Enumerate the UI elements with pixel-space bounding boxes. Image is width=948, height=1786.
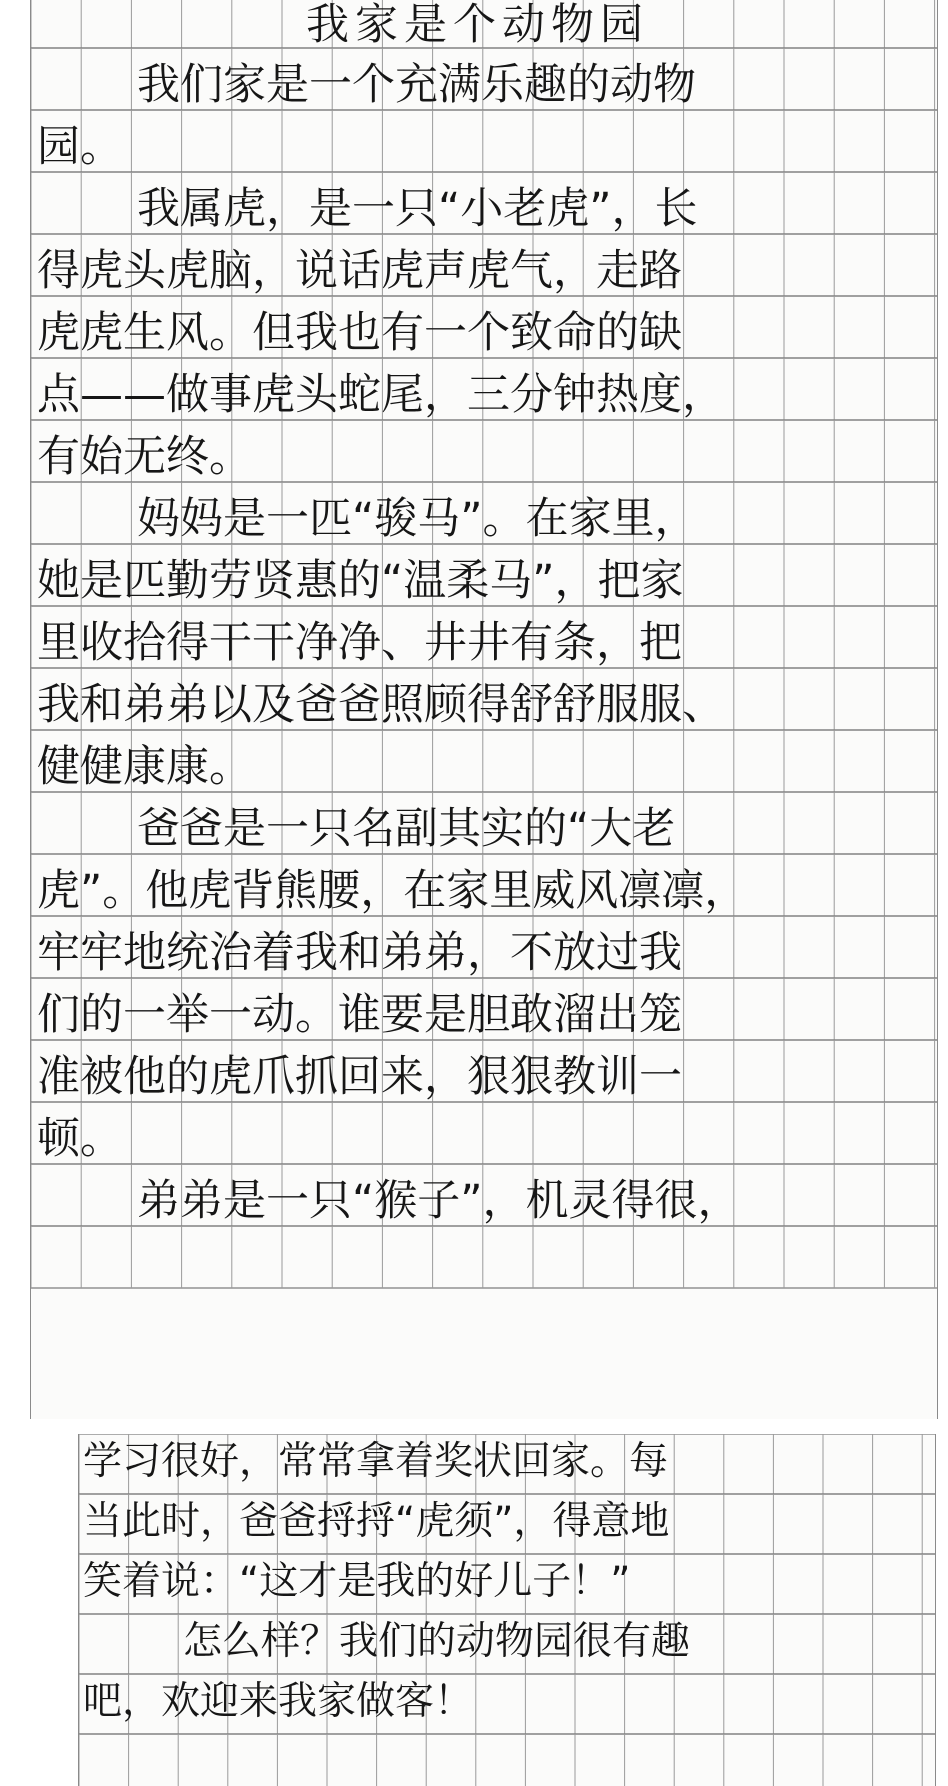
essay-line: 怎么样？我们的动物园很有趣 — [183, 1619, 691, 1664]
writing-sheet-bottom — [78, 1434, 936, 1786]
essay-line: 虎虎生风。但我也有一个致命的缺 — [37, 308, 682, 358]
essay-line: 牢牢地统治着我和弟弟，不放过我 — [37, 928, 682, 978]
essay-line: 爸爸是一只名副其实的“大老 — [137, 804, 676, 854]
essay-line: 当此时，爸爸捋捋“虎须”，得意地 — [83, 1499, 670, 1544]
essay-line: 顿。 — [37, 1114, 123, 1164]
writing-sheet-top — [30, 0, 938, 1419]
essay-title: 我家是个动物园 — [306, 0, 649, 50]
essay-line: 妈妈是一匹“骏马”。在家里， — [137, 494, 698, 544]
essay-line: 里收拾得干干净净、井井有条，把 — [37, 618, 682, 668]
essay-line: 准被他的虎爪抓回来，狠狠教训一 — [37, 1052, 682, 1102]
essay-line: 笑着说：“这才是我的好儿子！” — [83, 1559, 631, 1604]
essay-line: 有始无终。 — [37, 432, 252, 482]
essay-line: 吧，欢迎来我家做客！ — [83, 1679, 474, 1724]
essay-line: 我们家是一个充满乐趣的动物 — [137, 60, 696, 110]
grid-paper-bottom — [79, 1434, 935, 1786]
essay-line: 虎”。他虎背熊腰，在家里威风凛凛， — [37, 866, 748, 916]
essay-line: 我和弟弟以及爸爸照顾得舒舒服服、 — [37, 680, 725, 730]
essay-line: 她是匹勤劳贤惠的“温柔马”，把家 — [37, 556, 684, 606]
page-gap — [0, 1419, 948, 1434]
essay-line: 学习很好，常常拿着奖状回家。每 — [83, 1439, 669, 1484]
essay-line: 点——做事虎头蛇尾，三分钟热度， — [37, 370, 725, 420]
essay-line: 园。 — [37, 122, 123, 172]
essay-line: 健健康康。 — [37, 742, 252, 792]
essay-line: 们的一举一动。谁要是胆敢溜出笼 — [37, 990, 682, 1040]
essay-line: 得虎头虎脑，说话虎声虎气，走路 — [37, 246, 682, 296]
essay-line: 弟弟是一只“猴子”，机灵得很， — [137, 1176, 741, 1226]
essay-line: 我属虎，是一只“小老虎”，长 — [137, 184, 698, 234]
